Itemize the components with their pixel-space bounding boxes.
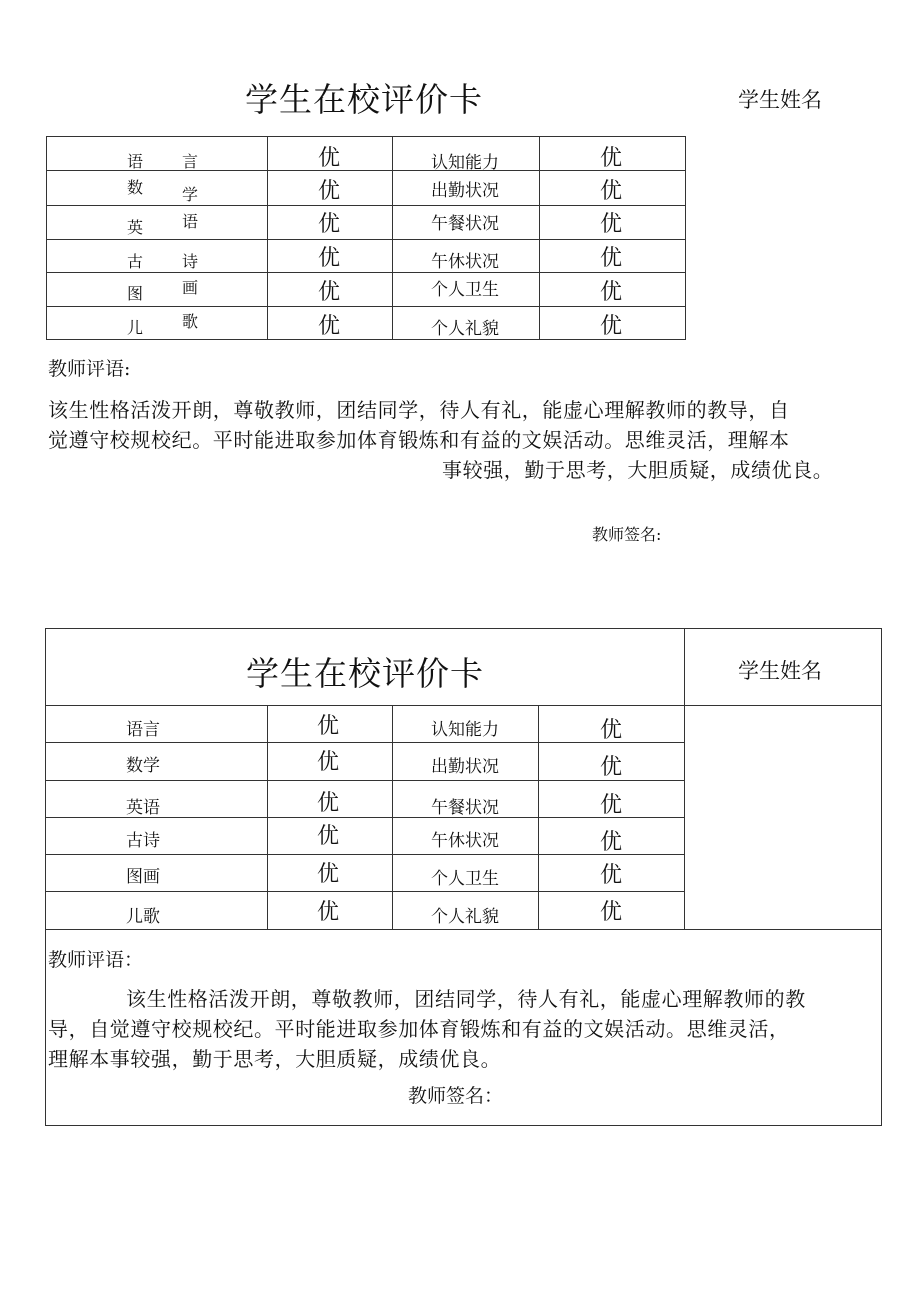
behavior-label: 认知能力 (431, 720, 499, 740)
subject-label: 数学 (126, 756, 160, 776)
table-divider (539, 137, 540, 339)
behavior-label: 认知能力 (431, 153, 499, 173)
card2-comment-line: 导，自觉遵守校规校纪。平时能进取参加体育锻炼和有益的文娱活动。思维灵活， (48, 1017, 790, 1041)
table-divider (392, 137, 393, 339)
behavior-grade: 优 (600, 246, 623, 271)
behavior-grade: 优 (600, 830, 623, 855)
subject-grade: 优 (317, 714, 340, 739)
behavior-label: 午休状况 (431, 252, 499, 272)
card2-title: 学生在校评价卡 (246, 654, 484, 693)
behavior-grade: 优 (600, 314, 623, 339)
subject-char: 儿 (127, 318, 144, 337)
table-divider (46, 742, 684, 743)
subject-char: 语 (127, 152, 144, 171)
behavior-label: 个人礼貌 (431, 907, 499, 927)
subject-label: 英语 (126, 798, 160, 818)
card-divider (684, 629, 685, 929)
subject-grade: 优 (317, 791, 340, 816)
subject-char: 数 (127, 178, 144, 197)
table-divider (47, 272, 685, 273)
behavior-grade: 优 (600, 179, 623, 204)
subject-char: 语 (182, 212, 199, 231)
card2-student-name-label: 学生姓名 (738, 659, 822, 683)
subject-char: 学 (182, 185, 199, 204)
behavior-grade: 优 (600, 863, 623, 888)
card-divider (46, 705, 882, 706)
behavior-label: 午休状况 (431, 831, 499, 851)
table-divider (46, 891, 684, 892)
table-divider (47, 239, 685, 240)
card1-comment-line: 觉遵守校规校纪。平时能进取参加体育锻炼和有益的文娱活动。思维灵活，理解本 (48, 428, 790, 452)
behavior-label: 午餐状况 (431, 214, 499, 234)
subject-grade: 优 (318, 314, 341, 339)
subject-grade: 优 (317, 900, 340, 925)
subject-grade: 优 (318, 179, 341, 204)
subject-grade: 优 (318, 212, 341, 237)
table-divider (46, 780, 684, 781)
subject-char: 图 (127, 284, 144, 303)
subject-char: 歌 (182, 312, 199, 331)
card1-comment-line: 事较强，勤于思考，大胆质疑，成绩优良。 (442, 458, 834, 482)
behavior-label: 午餐状况 (431, 798, 499, 818)
behavior-grade: 优 (600, 718, 623, 743)
subject-grade: 优 (318, 246, 341, 271)
subject-label: 儿歌 (126, 907, 160, 927)
table-divider (46, 854, 684, 855)
card2-comment-line: 该生性格活泼开朗，尊敬教师，团结同学，待人有礼，能虚心理解教师的教 (126, 987, 806, 1011)
subject-char: 英 (127, 218, 144, 237)
behavior-label: 个人礼貌 (431, 319, 499, 339)
subject-char: 诗 (182, 252, 199, 271)
behavior-label: 出勤状况 (431, 757, 499, 777)
subject-label: 古诗 (126, 831, 160, 851)
table-divider (47, 205, 685, 206)
table-divider (47, 306, 685, 307)
behavior-grade: 优 (600, 793, 623, 818)
subject-grade: 优 (317, 750, 340, 775)
subject-char: 画 (182, 278, 199, 297)
card2-signature-label: 教师签名： (408, 1085, 504, 1107)
table-divider (267, 137, 268, 339)
card2-evaluation-card (45, 628, 882, 1126)
card1-comment-line: 该生性格活泼开朗，尊敬教师，团结同学，待人有礼，能虚心理解教师的教导，自 (48, 398, 790, 422)
subject-grade: 优 (317, 862, 340, 887)
card1-student-name-label: 学生姓名 (738, 88, 822, 112)
card2-comment-line: 理解本事较强，勤于思考，大胆质疑，成绩优良。 (48, 1047, 502, 1071)
subject-grade: 优 (317, 824, 340, 849)
behavior-grade: 优 (600, 280, 623, 305)
behavior-label: 个人卫生 (431, 280, 499, 300)
subject-char: 古 (127, 252, 144, 271)
card1-signature-label: 教师签名: (592, 525, 662, 544)
subject-grade: 优 (318, 146, 341, 171)
behavior-grade: 优 (600, 146, 623, 171)
card1-comment-label: 教师评语: (48, 358, 131, 380)
behavior-grade: 优 (600, 755, 623, 780)
behavior-label: 出勤状况 (431, 181, 499, 201)
card-divider (46, 929, 882, 930)
subject-char: 言 (182, 152, 199, 171)
card1-grade-table (46, 136, 686, 340)
behavior-label: 个人卫生 (431, 869, 499, 889)
card2-comment-label: 教师评语： (48, 949, 144, 971)
behavior-grade: 优 (600, 212, 623, 237)
subject-grade: 优 (318, 280, 341, 305)
subject-label: 图画 (126, 867, 160, 887)
subject-label: 语言 (126, 720, 160, 740)
behavior-grade: 优 (600, 900, 623, 925)
card1-title: 学生在校评价卡 (245, 80, 483, 119)
